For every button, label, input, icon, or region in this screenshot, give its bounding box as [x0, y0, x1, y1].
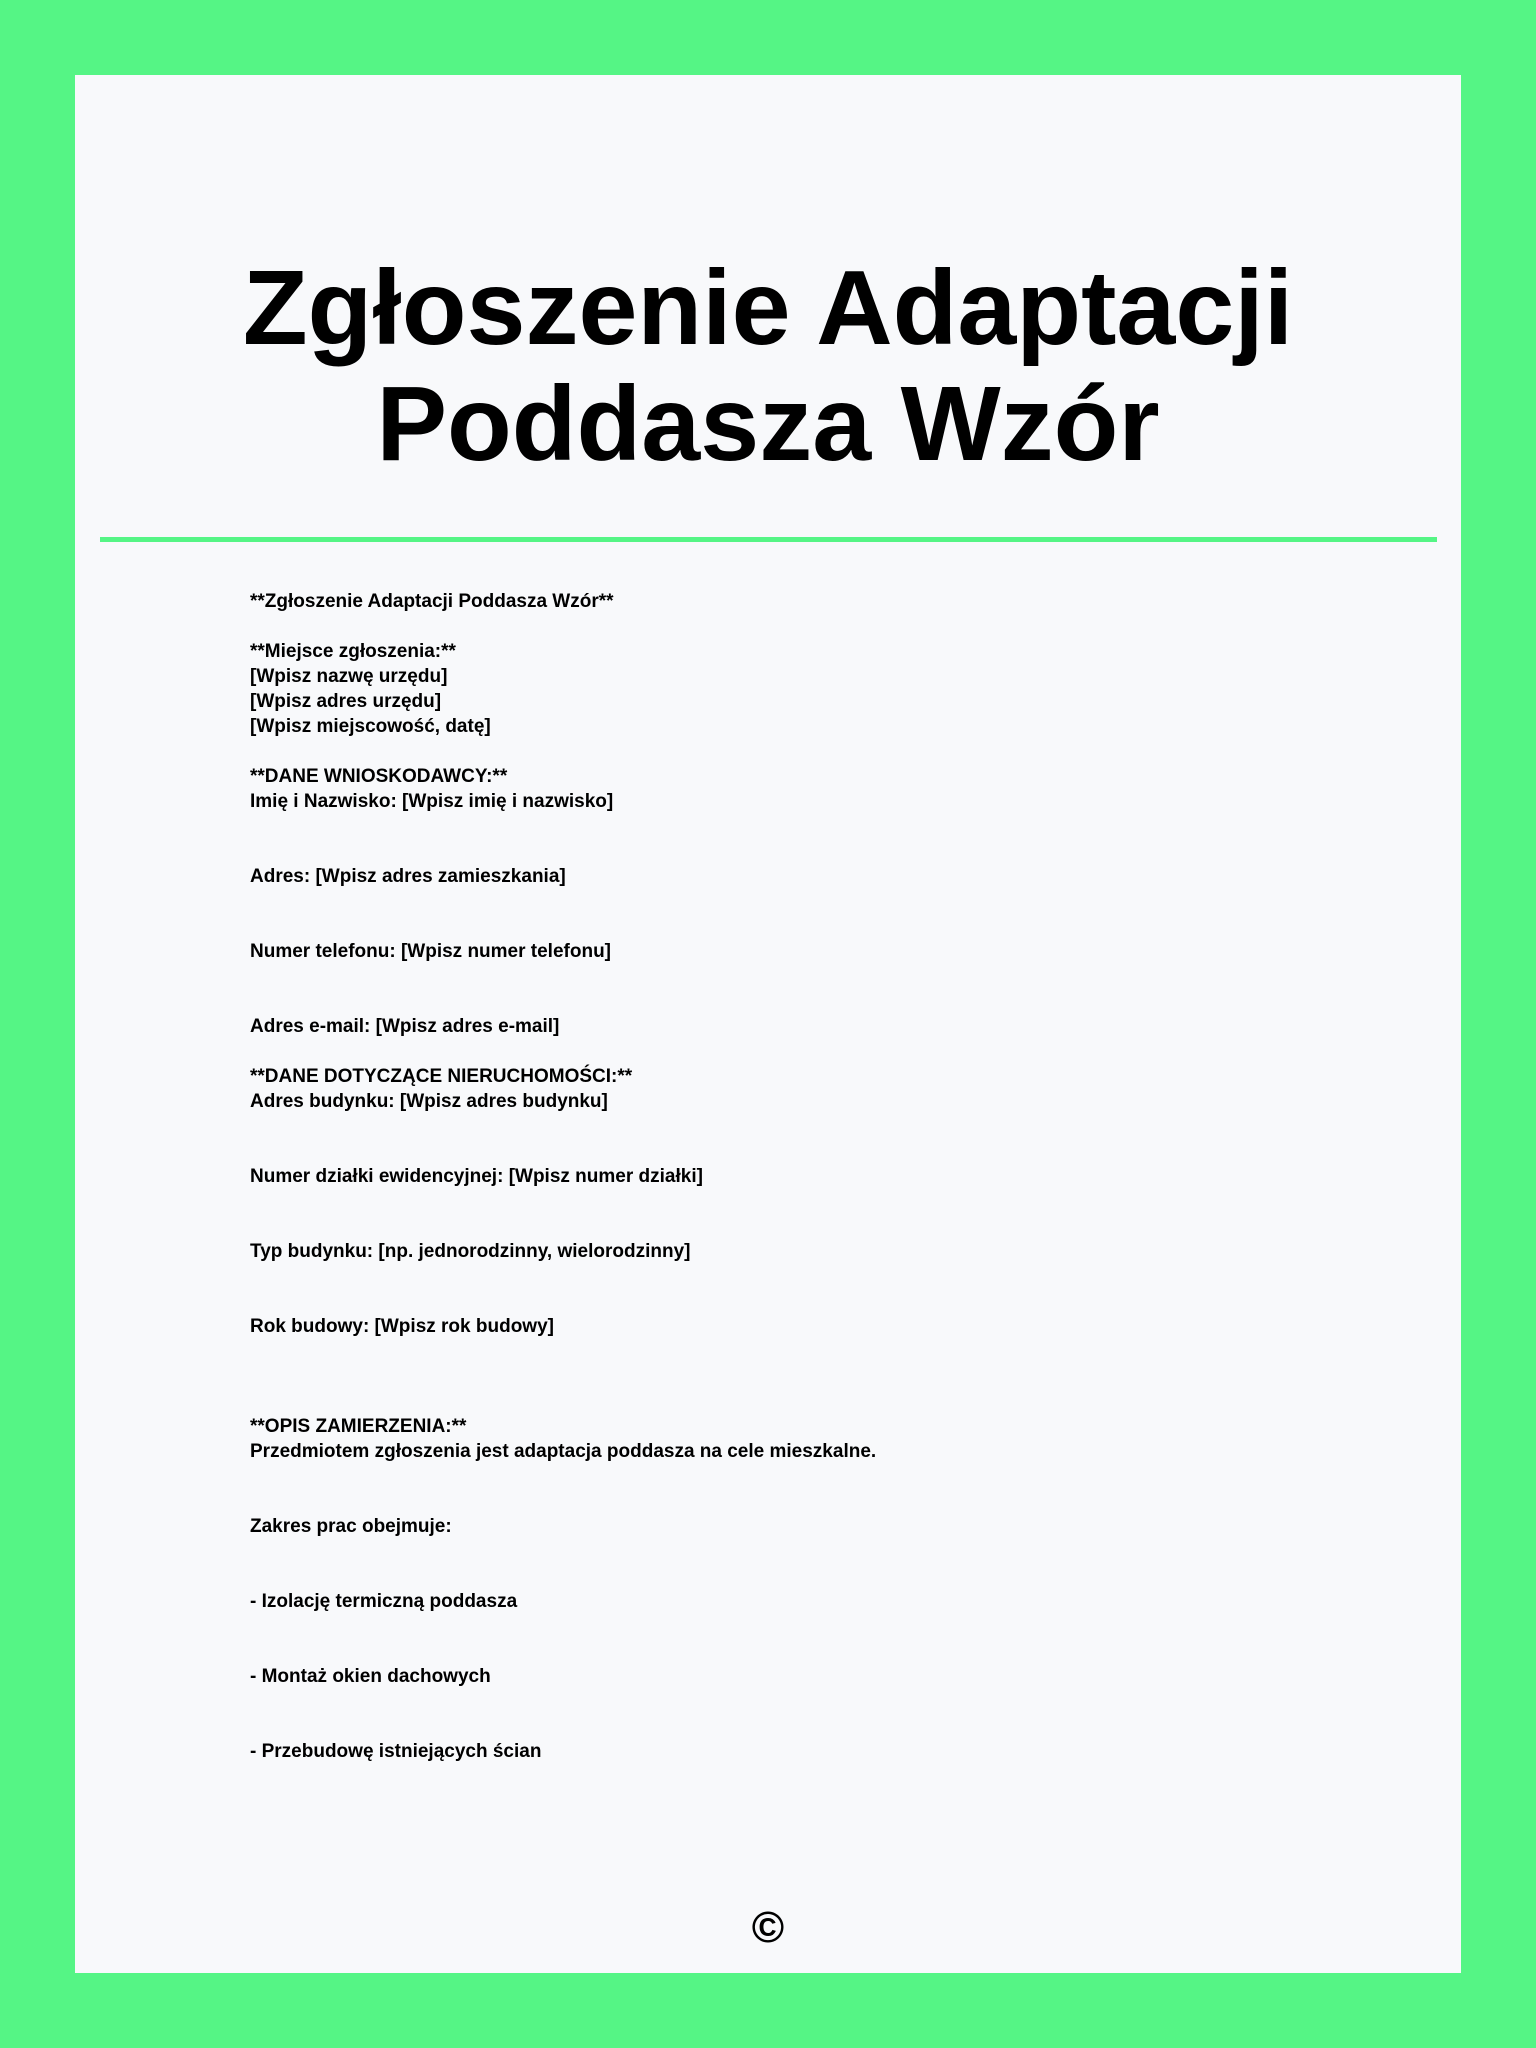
title-line-2: Poddasza Wzór	[376, 365, 1160, 483]
applicant-email-field: Adres e-mail: [Wpisz adres e-mail]	[250, 1016, 560, 1037]
copyright-icon: ©	[751, 1903, 785, 1952]
office-name-field: [Wpisz nazwę urzędu]	[250, 666, 448, 687]
applicant-label: **DANE WNIOSKODAWCY:**	[250, 766, 508, 787]
building-type-field: Typ budynku: [np. jednorodzinny, wielorodzinny]	[250, 1241, 691, 1262]
property-label: **DANE DOTYCZĄCE NIERUCHOMOŚCI:**	[250, 1066, 633, 1087]
document-page	[75, 75, 1461, 1973]
applicant-phone-field: Numer telefonu: [Wpisz numer telefonu]	[250, 941, 611, 962]
place-label: **Miejsce zgłoszenia:**	[250, 641, 456, 662]
title-line-1: Zgłoszenie Adaptacji	[242, 249, 1294, 367]
scope-intro: Zakres prac obejmuje:	[250, 1516, 452, 1537]
document-heading: **Zgłoszenie Adaptacji Poddasza Wzór**	[250, 591, 614, 612]
plot-number-field: Numer działki ewidencyjnej: [Wpisz numer działki]	[250, 1166, 703, 1187]
scope-item: - Przebudowę istniejących ścian	[250, 1741, 542, 1762]
build-year-field: Rok budowy: [Wpisz rok budowy]	[250, 1316, 554, 1337]
project-label: **OPIS ZAMIERZENIA:**	[250, 1416, 467, 1437]
project-subject: Przedmiotem zgłoszenia jest adaptacja poddasza na cele mieszkalne.	[250, 1441, 877, 1462]
title-divider	[100, 537, 1437, 542]
building-address-field: Adres budynku: [Wpisz adres budynku]	[250, 1091, 608, 1112]
document-title	[75, 250, 1461, 482]
applicant-address-field: Adres: [Wpisz adres zamieszkania]	[250, 866, 566, 887]
applicant-name-field: Imię i Nazwisko: [Wpisz imię i nazwisko]	[250, 791, 614, 812]
office-address-field: [Wpisz adres urzędu]	[250, 691, 442, 712]
scope-item: - Montaż okien dachowych	[250, 1666, 491, 1687]
scope-item: - Izolację termiczną poddasza	[250, 1591, 518, 1612]
place-date-field: [Wpisz miejscowość, datę]	[250, 716, 491, 737]
